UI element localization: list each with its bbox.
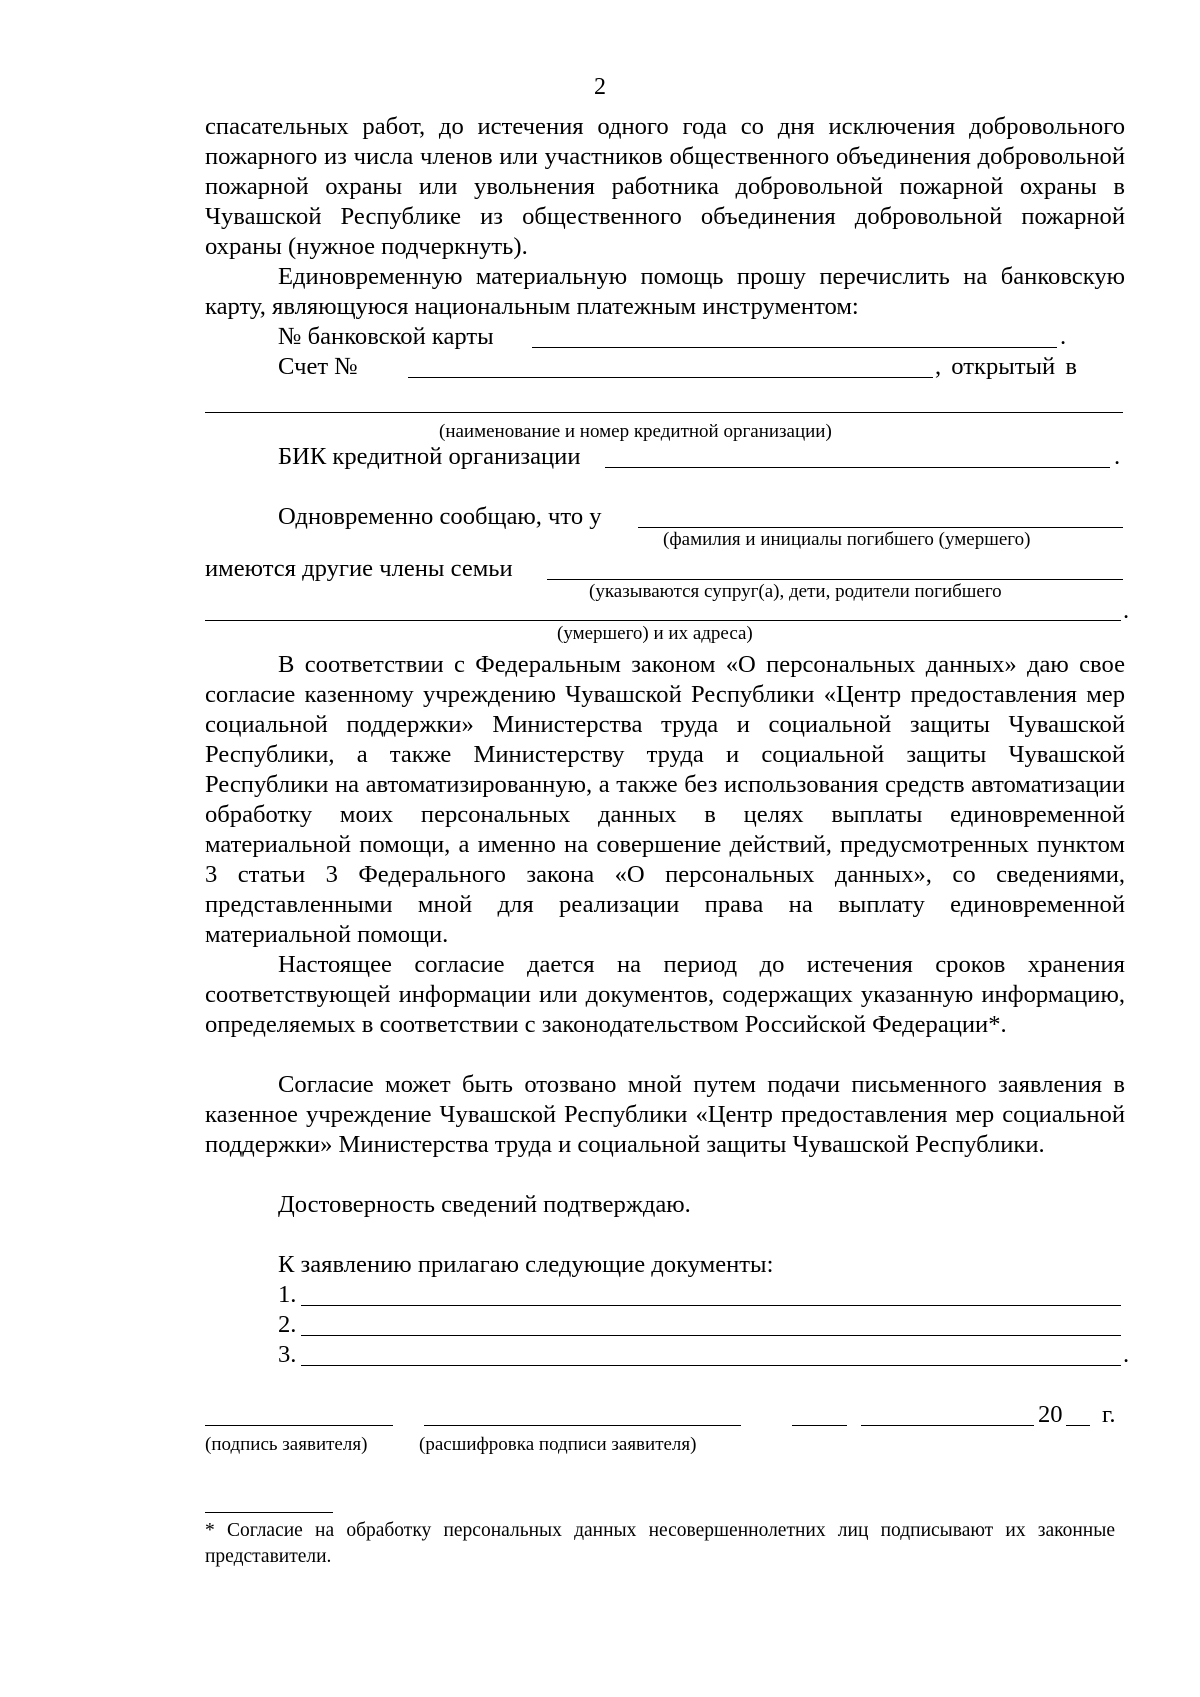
card-number-row: № банковской карты . [278, 323, 1067, 350]
family-caption: (указываются супруг(а), дети, родители погибшего [589, 581, 1002, 602]
opened-in-text: , открытый в [935, 353, 1077, 380]
address-caption: (умершего) и их адреса) [557, 623, 753, 644]
account-number-field[interactable] [408, 377, 933, 378]
bank-name-row [205, 382, 1125, 442]
year-field[interactable] [1066, 1425, 1090, 1426]
deceased-caption: (фамилия и инициалы погибшего (умершего) [663, 529, 1031, 550]
attachment-row-3: 3. . [278, 1341, 1130, 1368]
revoke-paragraph: Согласие может быть отозвано мной путем подачи письменного заявления в казенное учреждение Чувашской Республики «Центр предоставления мер социальной поддержки» Министерства труда и социальной защиты Чувашской Республики. [205, 1071, 1125, 1158]
deceased-name-field[interactable] [638, 527, 1123, 528]
attachment-field-1[interactable] [301, 1305, 1121, 1306]
notify-label: Одновременно сообщаю, что у [278, 503, 602, 530]
family-row [205, 554, 1125, 582]
attach-label: К заявлению прилагаю следующие документы: [278, 1251, 774, 1278]
consent-paragraph: В соответствии с Федеральным законом «О персональных данных» даю свое согласие казенному учреждению Чувашской Республики «Центр предоставления мер социальной поддержки» Министерства труда и социальной защиты Чувашской Республики, а также Министерству труда и социальной защиты Чувашской Республики на автоматизированную, а также без использования средств автоматизации обработку моих персональных данных в целях выплаты единовременной материальной помощи, а именно на совершение действий, предусмотренных пунктом 3 статьи 3 Федерального закона «О персональных данных», со сведениями, представленными мной для реализации права на выплату единовременной материальной помощи. [205, 651, 1125, 948]
document-body [205, 112, 1130, 1460]
footnote-separator [205, 1512, 333, 1513]
address-field[interactable] [205, 620, 1121, 621]
attachment-field-3[interactable] [301, 1365, 1121, 1366]
family-caption-row [205, 582, 1125, 612]
page-number: 2 [594, 74, 606, 100]
account-row [205, 352, 1125, 382]
decode-caption: (расшифровка подписи заявителя) [419, 1434, 697, 1455]
account-label: Счет № [278, 353, 358, 380]
bik-label: БИК кредитной организации [278, 443, 581, 470]
bank-caption: (наименование и номер кредитной организации) [439, 421, 832, 442]
date-month-field[interactable] [861, 1425, 1034, 1426]
card-number-field[interactable] [532, 347, 1057, 348]
attachment-number: 3. [278, 1341, 297, 1368]
signature-caption: (подпись заявителя) [205, 1434, 368, 1455]
date-day-field[interactable] [792, 1425, 847, 1426]
attachment-number: 1. [278, 1281, 297, 1308]
confirm-text: Достоверность сведений подтверждаю. [278, 1191, 691, 1218]
attachment-row-1 [205, 1280, 1125, 1310]
intro-paragraph: спасательных работ, до истечения одного года со дня исключения добровольного пожарного из числа членов или участников общественного объединения добровольной пожарной охраны или увольнения работника добровольной пожарной охраны в Чувашской Республике из общественного объединения добровольной пожарной охраны (нужное подчеркнуть). [205, 113, 1125, 260]
footnote: * Согласие на обработку персональных данных несовершеннолетних лиц подписывают их законные представители. [205, 1520, 1115, 1567]
payment-paragraph: Единовременную материальную помощь прошу перечислить на банковскую карту, являющуюся национальным платежным инструментом: [205, 263, 1125, 320]
family-label: имеются другие члены семьи [205, 555, 513, 582]
year-prefix: 20 [1038, 1401, 1063, 1428]
deceased-caption-row [205, 529, 1125, 554]
bank-name-field[interactable] [205, 412, 1123, 413]
attachment-field-2[interactable] [301, 1335, 1121, 1336]
notify-row [205, 472, 1125, 532]
attachment-number: 2. [278, 1311, 297, 1338]
year-suffix: г. [1102, 1401, 1116, 1428]
address-row: . (умершего) и их адреса) [205, 612, 1125, 650]
signature-field[interactable] [205, 1425, 393, 1426]
attachment-row-2 [205, 1310, 1125, 1340]
card-number-label: № банковской карты [278, 323, 494, 350]
bik-row: БИК кредитной организации . [278, 443, 1121, 470]
signature-row [205, 1370, 1125, 1460]
bik-field[interactable] [605, 467, 1110, 468]
signature-decode-field[interactable] [424, 1425, 741, 1426]
period-paragraph: Настоящее согласие дается на период до истечения сроков хранения соответствующей информации или документов, содержащих указанную информацию, определяемых в соответствии с законодательством Российской Федерации*. [205, 951, 1125, 1038]
family-members-field[interactable] [547, 579, 1123, 580]
